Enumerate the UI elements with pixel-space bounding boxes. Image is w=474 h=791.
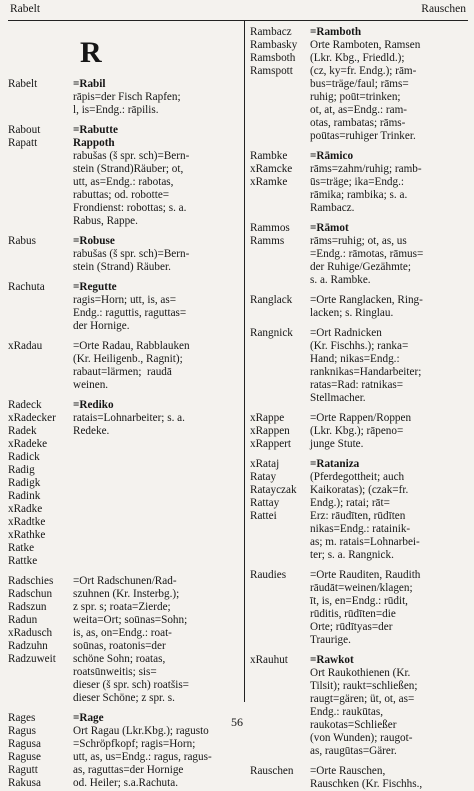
- definition-line: =Schröpfkopf; ragis=Horn;: [73, 738, 196, 750]
- entry-definition: [73, 235, 240, 274]
- definition-line: l, is=Endg.: rāpilis.: [73, 104, 159, 116]
- definition-line: Ort Ragau (Lkr.Kbg.); ragusto: [73, 725, 209, 737]
- entry-definition: [73, 124, 240, 228]
- definition-line: stein (Strand)Räuber; ot,: [73, 163, 184, 175]
- headword: Rages: [8, 712, 36, 724]
- dictionary-entry: [250, 26, 470, 143]
- definition-line: otas, rambatas; rāms-: [310, 117, 406, 129]
- definition-line: =Ort Radnicken: [310, 327, 382, 339]
- definition-line: Erz: rāudīten, rūdīten: [310, 510, 406, 522]
- headword: Rangnick: [250, 327, 293, 339]
- headword: Radig: [8, 464, 35, 476]
- headword: xRauhut: [250, 654, 288, 666]
- definition-line: ratais=Lohnarbeiter; s. a.: [73, 412, 185, 424]
- entry-headwords: [8, 235, 73, 274]
- definition-line: =Orte Rauschen,: [310, 765, 386, 777]
- headword: Radschun: [8, 588, 53, 600]
- headword: Rattay: [250, 497, 280, 509]
- entry-gap: [250, 647, 470, 654]
- entry-definition: [310, 765, 470, 791]
- headword: xRappen: [250, 425, 290, 437]
- definition-line: =Orte Ranglacken, Ring-: [310, 294, 423, 306]
- definition-line: īt, is, en=Endg.: rūdit,: [310, 595, 408, 607]
- headword: Rabout: [8, 124, 41, 136]
- headword: xRadau: [8, 340, 43, 352]
- definition-line: poūtas=ruhiger Trinker.: [310, 130, 416, 142]
- definition-line: Frondienst: robottas; s. a.: [73, 202, 187, 214]
- definition-line: as, raguttas=der Hornige: [73, 764, 184, 776]
- entry-definition: [73, 340, 240, 392]
- left-column: [8, 78, 240, 790]
- entry-gap: [250, 758, 470, 765]
- prussian-form: =Regutte: [73, 281, 117, 293]
- entry-definition: [73, 575, 240, 705]
- headword: Radek: [8, 425, 37, 437]
- definition-line: Rauschken (Kr. Fischhs.,: [310, 778, 423, 790]
- definition-line: stein (Strand) Räuber.: [73, 261, 171, 273]
- definition-line: Stellmacher.: [310, 392, 366, 404]
- definition-line: dieser Schöne; z spr. s.: [73, 692, 175, 704]
- definition-line: Ort Raukothienen (Kr.: [310, 667, 411, 679]
- headword: xRadusch: [8, 627, 53, 639]
- definition-line: roatsūnweitis; sis=: [73, 666, 157, 678]
- definition-line: lacken; s. Ringlau.: [310, 307, 394, 319]
- definition-line: Endg.); ratai; rāt=: [310, 497, 390, 509]
- headword: xRadecker: [8, 412, 56, 424]
- headword: xRamke: [250, 176, 288, 188]
- definition-line: ruhig; poūt=trinken;: [310, 91, 401, 103]
- definition-line: Orte Ramboten, Ramsen: [310, 39, 421, 51]
- headword: Ramspott: [250, 65, 293, 77]
- entry-gap: [8, 568, 240, 575]
- definition-line: Kaikoratas); (czak=fr.: [310, 484, 409, 496]
- definition-line: schöne Sohn; roatas,: [73, 653, 166, 665]
- headword: Ragus: [8, 725, 36, 737]
- entry-gap: [250, 320, 470, 327]
- definition-line: rāpis=der Fisch Rapfen;: [73, 91, 181, 103]
- entry-definition: [310, 150, 470, 215]
- definition-line: raugt=gären; üt, ot, as=: [310, 693, 415, 705]
- headword: Radeck: [8, 399, 42, 411]
- definition-line: (Lkr. Kbg., Friedld.);: [310, 52, 405, 64]
- headword: Ragusa: [8, 738, 41, 750]
- headword: Ramms: [250, 235, 285, 247]
- definition-line: Rambacz.: [310, 202, 355, 214]
- definition-line: z spr. s; roata=Zierde;: [73, 601, 171, 613]
- definition-line: as; m. ratais=Lohnarbei-: [310, 536, 420, 548]
- page-number: 56: [231, 715, 243, 729]
- entry-headwords: [250, 654, 310, 758]
- entry-gap: [250, 562, 470, 569]
- definition-line: raukotas=Schließer: [310, 719, 397, 731]
- dictionary-entry: [8, 340, 240, 392]
- prussian-form: Rappoth: [73, 137, 115, 149]
- headword: Ratay: [250, 471, 277, 483]
- definition-line: soūnas, roatonis=der: [73, 640, 166, 652]
- entry-gap: [250, 143, 470, 150]
- entry-gap: [8, 274, 240, 281]
- headword: Radszun: [8, 601, 47, 613]
- headword: Raguse: [8, 751, 41, 763]
- headword: Raudies: [250, 569, 287, 581]
- headword: Rapatt: [8, 137, 38, 149]
- headword: Ratke: [8, 542, 35, 554]
- headword: xRamcke: [250, 163, 293, 175]
- headword: Radun: [8, 614, 38, 626]
- definition-line: Orte; rūdītyas=der: [310, 621, 393, 633]
- definition-line: (cz, ky=fr. Endg.); rām-: [310, 65, 417, 77]
- definition-line: (von Wunden); raugot-: [310, 732, 413, 744]
- headword: xRappert: [250, 438, 292, 450]
- definition-line: is, as, on=Endg.: roat-: [73, 627, 172, 639]
- dictionary-entry: [8, 235, 240, 274]
- definition-line: ot, at, as=Endg.: ram-: [310, 104, 408, 116]
- right-column: [250, 26, 470, 791]
- dictionary-entry: [8, 78, 240, 117]
- definition-line: rāms=ruhig; ot, as, us: [310, 235, 407, 247]
- headword: xRadeke: [8, 438, 48, 450]
- definition-line: weita=Ort; soūnas=Sohn;: [73, 614, 188, 626]
- headword: xRataj: [250, 458, 280, 470]
- prussian-form: =Ramboth: [310, 26, 362, 38]
- entry-definition: [73, 78, 240, 117]
- entry-definition: [310, 412, 470, 451]
- entry-headwords: [8, 575, 73, 705]
- definition-line: ragis=Horn; utt, is, as=: [73, 294, 177, 306]
- definition-line: =Orte Radau, Rabblauken: [73, 340, 190, 352]
- dictionary-entry: [250, 294, 470, 320]
- entry-definition: [310, 569, 470, 647]
- definition-line: rāms=zahm/ruhig; ramb-: [310, 163, 422, 175]
- definition-line: =Orte Rappen/Roppen: [310, 412, 412, 424]
- definition-line: rabaut=lärmen; raudā: [73, 366, 172, 378]
- headword: Radick: [8, 451, 40, 463]
- definition-line: Redeke.: [73, 425, 110, 437]
- header-rule: [8, 20, 468, 21]
- entry-gap: [8, 117, 240, 124]
- definition-line: Rabus, Rappe.: [73, 215, 138, 227]
- dictionary-entry: [250, 222, 470, 287]
- prussian-form: =Rawkot: [310, 654, 354, 666]
- definition-line: ūs=träge; ika=Endg.:: [310, 176, 405, 188]
- dictionary-entry: [8, 575, 240, 705]
- entry-definition: [73, 281, 240, 333]
- headword: Rabus: [8, 235, 36, 247]
- entry-headwords: [250, 458, 310, 562]
- dictionary-entry: [250, 569, 470, 647]
- prussian-form: =Rabil: [73, 78, 106, 90]
- headword: Radzuweit: [8, 653, 56, 665]
- definition-line: bus=träge/faul; rāms=: [310, 78, 409, 90]
- definition-line: rabuttas; od. robotte=: [73, 189, 170, 201]
- entry-gap: [8, 228, 240, 235]
- definition-line: as, raugūtas=Gärer.: [310, 745, 397, 757]
- headword: Rattke: [8, 555, 38, 567]
- definition-line: Endg.: raguttis, raguttas=: [73, 307, 187, 319]
- dictionary-entry: [250, 458, 470, 562]
- prussian-form: =Rāmot: [310, 222, 349, 234]
- headword: Rambke: [250, 150, 288, 162]
- entry-headwords: [250, 294, 310, 320]
- entry-definition: [310, 26, 470, 143]
- entry-gap: [8, 333, 240, 340]
- headword: Rammos: [250, 222, 290, 234]
- dictionary-entry: [8, 124, 240, 228]
- entry-headwords: [250, 327, 310, 405]
- entry-gap: [8, 705, 240, 712]
- definition-line: nikas=Endg.: ratainik-: [310, 523, 411, 535]
- prussian-form: =Rabutte: [73, 124, 118, 136]
- running-head: [10, 3, 466, 19]
- entry-definition: [310, 458, 470, 562]
- entry-gap: [250, 215, 470, 222]
- entry-headwords: [8, 340, 73, 392]
- prussian-form: =Robuse: [73, 235, 115, 247]
- headword: Ragutt: [8, 764, 38, 776]
- dictionary-entry: [8, 281, 240, 333]
- definition-line: junge Stute.: [310, 438, 364, 450]
- definition-line: szuhnen (Kr. Insterbg.);: [73, 588, 180, 600]
- definition-line: =Endg.: rāmotas, rāmus=: [310, 248, 424, 260]
- entry-definition: [310, 327, 470, 405]
- definition-line: weinen.: [73, 379, 109, 391]
- entry-headwords: [250, 150, 310, 215]
- entry-headwords: [8, 281, 73, 333]
- headword: Radink: [8, 490, 41, 502]
- entry-definition: [73, 399, 240, 568]
- dictionary-entry: [250, 150, 470, 215]
- running-head-left: Rabelt: [10, 3, 41, 15]
- entry-headwords: [250, 26, 310, 143]
- entry-headwords: [250, 222, 310, 287]
- section-letter: R: [80, 36, 102, 69]
- definition-line: (Lkr. Kbg.); rāpeno=: [310, 425, 404, 437]
- dictionary-entry: [250, 327, 470, 405]
- definition-line: ter; s. a. Rangnick.: [310, 549, 394, 561]
- headword: Radzuhn: [8, 640, 48, 652]
- entry-gap: [8, 392, 240, 399]
- running-head-right: Rauschen: [421, 3, 466, 15]
- entry-gap: [250, 451, 470, 458]
- definition-line: utt, as, us=Endg.: ragus, ragus-: [73, 751, 212, 763]
- headword: Ramsboth: [250, 52, 296, 64]
- definition-line: (Kr. Heiligenb., Ragnit);: [73, 353, 183, 365]
- headword: Rauschen: [250, 765, 294, 777]
- dictionary-entry: [250, 412, 470, 451]
- dictionary-entry: [250, 765, 470, 791]
- dictionary-entry: [250, 654, 470, 758]
- definition-line: dieser (š spr. sch) roatšis=: [73, 679, 189, 691]
- headword: Ratayczak: [250, 484, 297, 496]
- headword: Radigk: [8, 477, 41, 489]
- entry-headwords: [250, 569, 310, 647]
- definition-line: Hand; nikas=Endg.:: [310, 353, 400, 365]
- entry-headwords: [250, 412, 310, 451]
- prussian-form: =Rataniza: [310, 458, 360, 470]
- definition-line: (Kr. Fischhs.); ranka=: [310, 340, 409, 352]
- headword: Radschies: [8, 575, 54, 587]
- definition-line: (Pferdegottheit; auch: [310, 471, 405, 483]
- definition-line: =Ort Radschunen/Rad-: [73, 575, 177, 587]
- definition-line: rūditis, rūdīten=die: [310, 608, 396, 620]
- headword: xRadke: [8, 503, 43, 515]
- definition-line: Traurige.: [310, 634, 351, 646]
- headword: xRathke: [8, 529, 46, 541]
- entry-headwords: [8, 78, 73, 117]
- definition-line: Endg.: raukūtas,: [310, 706, 384, 718]
- headword: Rakusa: [8, 777, 41, 789]
- definition-line: rāmika; rambika; s. a.: [310, 189, 408, 201]
- entry-gap: [250, 405, 470, 412]
- headword: Rabelt: [8, 78, 38, 90]
- entry-definition: [310, 654, 470, 758]
- prussian-form: =Rāmico: [310, 150, 354, 162]
- headword: Rachuta: [8, 281, 45, 293]
- headword: Rattei: [250, 510, 277, 522]
- entry-definition: [310, 222, 470, 287]
- definition-line: =Orte Rauditen, Raudith: [310, 569, 421, 581]
- headword: xRadtke: [8, 516, 46, 528]
- definition-line: rabušas (š spr. sch)=Bern-: [73, 248, 190, 260]
- headword: xRappe: [250, 412, 285, 424]
- entry-headwords: [250, 765, 310, 791]
- entry-headwords: [8, 124, 73, 228]
- prussian-form: =Rage: [73, 712, 104, 724]
- entry-definition: [310, 294, 470, 320]
- definition-line: der Ruhige/Gezähmte;: [310, 261, 411, 273]
- dictionary-entry: [8, 399, 240, 568]
- definition-line: ratas=Rad: ratnikas=: [310, 379, 404, 391]
- entry-headwords: [8, 399, 73, 568]
- definition-line: od. Heiler; s.a.Rachuta.: [73, 777, 179, 789]
- headword: Ranglack: [250, 294, 293, 306]
- column-divider: [244, 20, 245, 702]
- definition-line: s. a. Rambke.: [310, 274, 371, 286]
- headword: Rambacz: [250, 26, 292, 38]
- definition-line: rabušas (š spr. sch)=Bern-: [73, 150, 190, 162]
- definition-line: der Hornige.: [73, 320, 130, 332]
- definition-line: rāudāt=weinen/klagen;: [310, 582, 413, 594]
- prussian-form: =Rediko: [73, 399, 114, 411]
- entry-gap: [250, 287, 470, 294]
- definition-line: ranknikas=Handarbeiter;: [310, 366, 422, 378]
- definition-line: Tilsit); raukt=schließen;: [310, 680, 418, 692]
- definition-line: utt, as=Endg.: rabotas,: [73, 176, 174, 188]
- headword: Rambasky: [250, 39, 298, 51]
